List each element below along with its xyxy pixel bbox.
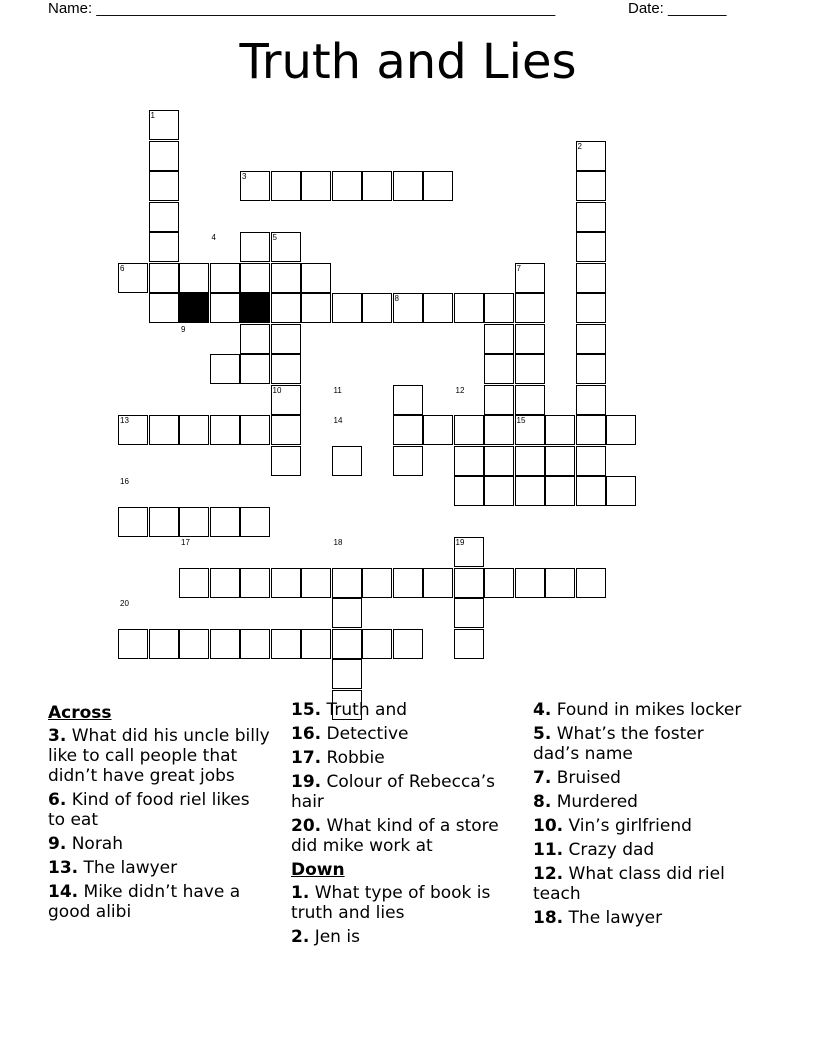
clue-number: 14 bbox=[333, 416, 343, 425]
grid-cell[interactable] bbox=[515, 324, 545, 354]
grid-cell[interactable] bbox=[576, 385, 606, 415]
grid-cell[interactable] bbox=[484, 568, 514, 598]
grid-cell[interactable] bbox=[271, 324, 301, 354]
clue bbox=[48, 858, 270, 878]
across-heading: Across bbox=[48, 703, 112, 723]
clue bbox=[533, 700, 753, 720]
grid-cell[interactable] bbox=[606, 476, 636, 506]
grid-cell[interactable] bbox=[240, 415, 270, 445]
grid-cell[interactable] bbox=[576, 141, 606, 171]
grid-cell[interactable] bbox=[545, 415, 575, 445]
clue-number-label: 6. bbox=[48, 790, 67, 810]
grid-cell[interactable] bbox=[576, 476, 606, 506]
grid-cell[interactable] bbox=[484, 385, 514, 415]
clue bbox=[291, 724, 519, 744]
clue bbox=[48, 834, 270, 854]
down-heading: Down bbox=[291, 860, 345, 880]
clue-number-label: 7. bbox=[533, 768, 552, 788]
clue bbox=[48, 726, 270, 786]
grid-cell[interactable] bbox=[240, 232, 270, 262]
grid-cell[interactable] bbox=[240, 507, 270, 537]
grid-cell[interactable] bbox=[423, 415, 453, 445]
grid-cell[interactable] bbox=[149, 202, 179, 232]
clue-number-label: 3. bbox=[48, 726, 67, 746]
grid-cell[interactable] bbox=[362, 568, 392, 598]
grid-cell[interactable] bbox=[271, 171, 301, 201]
grid-cell[interactable] bbox=[118, 629, 148, 659]
grid-cell[interactable] bbox=[210, 263, 240, 293]
clue-number: 12 bbox=[455, 385, 465, 395]
grid-cell[interactable] bbox=[484, 415, 514, 445]
grid-cell[interactable] bbox=[393, 293, 423, 323]
grid-cell[interactable] bbox=[179, 415, 209, 445]
clue bbox=[533, 792, 753, 812]
grid-cell[interactable] bbox=[576, 354, 606, 384]
grid-cell[interactable] bbox=[271, 354, 301, 384]
grid-cell[interactable] bbox=[454, 629, 484, 659]
clue-number: 18 bbox=[333, 538, 343, 547]
grid-cell[interactable] bbox=[149, 293, 179, 323]
clue-number: 10 bbox=[272, 385, 282, 395]
down-clue-list-continued bbox=[533, 700, 753, 928]
grid-cell[interactable] bbox=[149, 110, 179, 140]
clue-number: 5 bbox=[272, 233, 277, 242]
clue bbox=[291, 700, 519, 720]
grid-cell[interactable] bbox=[454, 446, 484, 476]
grid-cell[interactable] bbox=[332, 598, 362, 628]
grid-cell[interactable] bbox=[393, 629, 423, 659]
clues-column-1 bbox=[48, 700, 270, 926]
clue-text: Kind of food riel likes to eat bbox=[48, 790, 250, 830]
clue bbox=[533, 816, 753, 836]
header bbox=[48, 0, 748, 20]
grid-cell[interactable] bbox=[423, 568, 453, 598]
clue bbox=[533, 908, 753, 928]
clue-number-label: 12. bbox=[533, 864, 564, 884]
grid-cell[interactable] bbox=[576, 568, 606, 598]
clue-text: What kind of a store did mike work at bbox=[291, 816, 499, 856]
grid-cell[interactable] bbox=[454, 415, 484, 445]
clue bbox=[291, 772, 519, 812]
grid-cell[interactable] bbox=[210, 293, 240, 323]
grid-cell[interactable] bbox=[576, 263, 606, 293]
grid-cell[interactable] bbox=[149, 507, 179, 537]
clue-number: 20 bbox=[120, 599, 129, 608]
grid-cell[interactable] bbox=[576, 232, 606, 262]
clue-text: Bruised bbox=[551, 768, 621, 788]
grid-cell[interactable] bbox=[484, 446, 514, 476]
clue bbox=[48, 882, 270, 922]
grid-cell[interactable] bbox=[210, 354, 240, 384]
clue-text: What type of book is truth and lies bbox=[291, 883, 491, 923]
date-field[interactable]: Date: _______ bbox=[628, 0, 727, 17]
clue-number: 17 bbox=[181, 538, 190, 547]
clue-number-label: 18. bbox=[533, 908, 564, 928]
grid-cell[interactable] bbox=[454, 476, 484, 506]
grid-cell[interactable] bbox=[271, 293, 301, 323]
grid-cell[interactable] bbox=[271, 232, 301, 262]
grid-cell[interactable] bbox=[515, 293, 545, 323]
grid-cell[interactable] bbox=[515, 385, 545, 415]
clue-number-label: 19. bbox=[291, 772, 322, 792]
grid-cell[interactable] bbox=[149, 232, 179, 262]
clue-number: 4 bbox=[211, 233, 216, 242]
grid-cell[interactable] bbox=[301, 293, 331, 323]
grid-cell[interactable] bbox=[271, 629, 301, 659]
grid-cell[interactable] bbox=[301, 629, 331, 659]
across-clue-list bbox=[48, 726, 270, 922]
clue-text: Jen is bbox=[309, 927, 360, 947]
grid-cell[interactable] bbox=[545, 568, 575, 598]
grid-cell[interactable] bbox=[332, 171, 362, 201]
grid-cell[interactable] bbox=[515, 446, 545, 476]
clue-number-label: 10. bbox=[533, 816, 564, 836]
grid-cell[interactable] bbox=[454, 293, 484, 323]
clue bbox=[533, 840, 753, 860]
grid-cell[interactable] bbox=[301, 568, 331, 598]
clue-number-label: 15. bbox=[291, 700, 322, 720]
grid-cell[interactable] bbox=[240, 629, 270, 659]
grid-cell[interactable] bbox=[515, 568, 545, 598]
clue-text: What did his uncle billy like to call people that didn’t have great jobs bbox=[48, 726, 270, 786]
grid-cell[interactable] bbox=[210, 629, 240, 659]
grid-cell[interactable] bbox=[454, 568, 484, 598]
clue-number-label: 2. bbox=[291, 927, 310, 947]
clue bbox=[291, 927, 519, 947]
grid-cell[interactable] bbox=[118, 415, 148, 445]
grid-cell[interactable] bbox=[271, 385, 301, 415]
clue-text: The lawyer bbox=[563, 908, 663, 928]
grid-cell[interactable] bbox=[240, 354, 270, 384]
grid-cell[interactable] bbox=[393, 171, 423, 201]
grid-cell[interactable] bbox=[515, 415, 545, 445]
grid-cell[interactable] bbox=[240, 171, 270, 201]
grid-cell[interactable] bbox=[423, 293, 453, 323]
clue-text: The lawyer bbox=[78, 858, 178, 878]
clue bbox=[533, 768, 753, 788]
clue-number: 9 bbox=[181, 324, 186, 334]
black-cell bbox=[179, 293, 209, 323]
clue-number-label: 1. bbox=[291, 883, 310, 903]
grid-cell[interactable] bbox=[149, 629, 179, 659]
grid-cell[interactable] bbox=[576, 446, 606, 476]
clue-number-label: 9. bbox=[48, 834, 67, 854]
grid-cell[interactable] bbox=[545, 446, 575, 476]
clue-text: Robbie bbox=[321, 748, 385, 768]
clue-number: 11 bbox=[333, 385, 342, 395]
grid-cell[interactable] bbox=[576, 324, 606, 354]
grid-cell[interactable] bbox=[118, 507, 148, 537]
grid-cell[interactable] bbox=[332, 293, 362, 323]
clue-text: Norah bbox=[66, 834, 123, 854]
grid-cell[interactable] bbox=[484, 476, 514, 506]
clue-text: Truth and bbox=[321, 700, 408, 720]
black-cell bbox=[240, 293, 270, 323]
grid-cell[interactable] bbox=[484, 324, 514, 354]
clue-number: 13 bbox=[120, 416, 129, 425]
grid-cell[interactable] bbox=[149, 415, 179, 445]
clue-number: 8 bbox=[394, 294, 399, 303]
grid-cell[interactable] bbox=[515, 354, 545, 384]
grid-cell[interactable] bbox=[393, 415, 423, 445]
grid-cell[interactable] bbox=[454, 537, 484, 567]
clue-text: Found in mikes locker bbox=[551, 700, 742, 720]
grid-cell[interactable] bbox=[393, 568, 423, 598]
grid-cell[interactable] bbox=[576, 415, 606, 445]
grid-cell[interactable] bbox=[576, 171, 606, 201]
grid-cell[interactable] bbox=[332, 629, 362, 659]
grid-cell[interactable] bbox=[332, 446, 362, 476]
across-clue-list-continued bbox=[291, 700, 519, 856]
grid-cell[interactable] bbox=[454, 598, 484, 628]
name-field[interactable]: Name: _______________________________________________________ bbox=[48, 0, 556, 17]
grid-cell[interactable] bbox=[271, 263, 301, 293]
clue-number-label: 16. bbox=[291, 724, 322, 744]
clue bbox=[291, 883, 519, 923]
grid-cell[interactable] bbox=[210, 415, 240, 445]
grid-cell[interactable] bbox=[179, 263, 209, 293]
grid-cell[interactable] bbox=[210, 568, 240, 598]
grid-cell[interactable] bbox=[484, 354, 514, 384]
grid-cell[interactable] bbox=[271, 446, 301, 476]
clue-text: Vin’s girlfriend bbox=[563, 816, 692, 836]
clue bbox=[291, 816, 519, 856]
grid-cell[interactable] bbox=[271, 415, 301, 445]
grid-cell[interactable] bbox=[576, 293, 606, 323]
grid-cell[interactable] bbox=[149, 263, 179, 293]
grid-cell[interactable] bbox=[515, 263, 545, 293]
grid-cell[interactable] bbox=[393, 446, 423, 476]
clues-column-2 bbox=[291, 700, 519, 951]
clue-text: Detective bbox=[321, 724, 409, 744]
grid-cell[interactable] bbox=[362, 629, 392, 659]
clue bbox=[291, 748, 519, 768]
grid-cell[interactable] bbox=[210, 507, 240, 537]
clue-number-label: 5. bbox=[533, 724, 552, 744]
clue-text: Colour of Rebecca’s hair bbox=[291, 772, 496, 812]
grid-cell[interactable] bbox=[240, 568, 270, 598]
grid-cell[interactable] bbox=[179, 568, 209, 598]
grid-cell[interactable] bbox=[240, 324, 270, 354]
grid-cell[interactable] bbox=[606, 415, 636, 445]
grid-cell[interactable] bbox=[545, 476, 575, 506]
clue-number: 6 bbox=[120, 263, 125, 273]
grid-cell[interactable] bbox=[393, 385, 423, 415]
clue-number-label: 17. bbox=[291, 748, 322, 768]
page-title: Truth and Lies bbox=[239, 34, 577, 90]
clue-number-label: 11. bbox=[533, 840, 564, 860]
clue-number: 1 bbox=[150, 111, 155, 120]
clue-number-label: 20. bbox=[291, 816, 322, 836]
clue-text: Murdered bbox=[551, 792, 638, 812]
clue-text: What’s the foster dad’s name bbox=[533, 724, 704, 764]
clue bbox=[533, 864, 753, 904]
clue-text: Mike didn’t have a good alibi bbox=[48, 882, 241, 922]
clue-number: 7 bbox=[516, 263, 521, 273]
grid-cell[interactable] bbox=[332, 659, 362, 689]
grid-cell[interactable] bbox=[362, 293, 392, 323]
grid-cell[interactable] bbox=[362, 171, 392, 201]
grid-cell[interactable] bbox=[179, 507, 209, 537]
clue-number-label: 14. bbox=[48, 882, 79, 902]
clue bbox=[48, 790, 270, 830]
clue-number: 15 bbox=[516, 416, 526, 425]
clue-number-label: 13. bbox=[48, 858, 79, 878]
down-clue-list bbox=[291, 883, 519, 947]
grid-cell[interactable] bbox=[332, 568, 362, 598]
grid-cell[interactable] bbox=[149, 141, 179, 171]
clue-number: 19 bbox=[455, 538, 465, 547]
clue-text: What class did riel teach bbox=[533, 864, 725, 904]
clue-number: 2 bbox=[577, 141, 582, 151]
grid-cell[interactable] bbox=[271, 568, 301, 598]
clue-number: 3 bbox=[242, 172, 247, 181]
clue-text: Crazy dad bbox=[563, 840, 655, 860]
grid-cell[interactable] bbox=[301, 263, 331, 293]
grid-cell[interactable] bbox=[179, 629, 209, 659]
clue bbox=[533, 724, 753, 764]
clue-number: 16 bbox=[120, 477, 129, 486]
grid-cell[interactable] bbox=[576, 202, 606, 232]
clue-number-label: 8. bbox=[533, 792, 552, 812]
clues-column-3 bbox=[533, 700, 753, 932]
grid-cell[interactable] bbox=[484, 293, 514, 323]
grid-cell[interactable] bbox=[240, 263, 270, 293]
grid-cell[interactable] bbox=[301, 171, 331, 201]
grid-cell[interactable] bbox=[149, 171, 179, 201]
grid-cell[interactable] bbox=[515, 476, 545, 506]
grid-cell[interactable] bbox=[118, 263, 148, 293]
clue-number-label: 4. bbox=[533, 700, 552, 720]
grid-cell[interactable] bbox=[423, 171, 453, 201]
